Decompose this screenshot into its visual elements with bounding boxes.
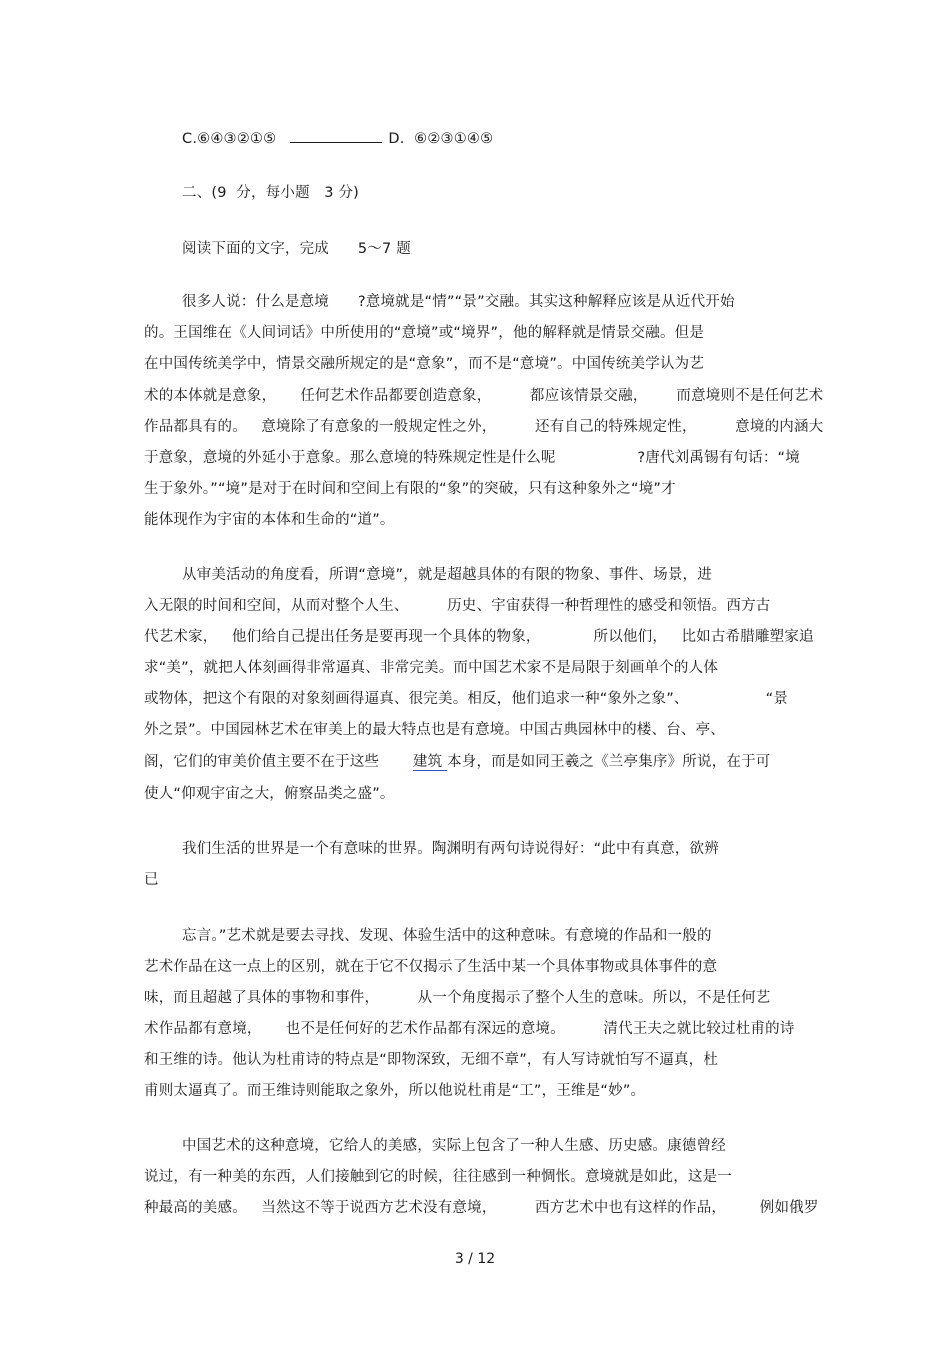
text-line: 从审美活动的角度看，所谓“意境”，就是超越具体的有限的物象、事件、场景，进 (182, 567, 712, 583)
text-line: 生于象外。”“境”是对于在时间和空间上有限的“象”的突破，只有这种象外之“境”才 (144, 481, 676, 497)
text-line: 说过，有一种美的东西，人们接触到它的时候，往往感到一种惆怅。意境就是如此，这是一 (144, 1169, 732, 1185)
text-line: 中国艺术的这种意境，它给人的美感，实际上包含了一种人生感、历史感。康德曾经 (182, 1138, 726, 1154)
text-line: 我们生活的世界是一个有意味的世界。陶渊明有两句诗说得好：“此中有真意，欲辨 (182, 841, 719, 857)
text-line: 和王维的诗。他认为杜甫诗的特点是“即物深致，无细不章”，有人写诗就怕写不逼真，杜 (144, 1052, 719, 1068)
text-line: 的。王国维在《人间词话》中所使用的“意境”或“境界”，他的解释就是情景交融。但是 (144, 325, 705, 341)
text-line: 味，而且超越了具体的事物和事件， 从一个角度揭示了整个人生的意味。所以，不是任何艺 (144, 990, 771, 1006)
text-line: 能体现作为宇宙的本体和生命的“道”。 (144, 512, 395, 528)
answer-blank (290, 128, 382, 143)
text-line: 于意象，意境的外延小于意象。那么意境的特殊规定性是什么呢 ?唐代刘禹锡有句话：“境 (144, 450, 800, 466)
text-line: 使人“仰观宇宙之大，俯察品类之盛”。 (144, 786, 395, 802)
text-line: 很多人说：什么是意境 ?意境就是“情”“景”交融。其实这种解释应该是从近代开始 (182, 294, 735, 310)
text-line (144, 752, 771, 772)
option-d: D. ⑥②③①④⑤ (388, 131, 494, 147)
text-line: 或物体，把这个有限的对象刻画得逼真、很完美。相反，他们追求一种“象外之象”、 “景 (144, 691, 788, 707)
text-line: 在中国传统美学中，情景交融所规定的是“意象”，而不是“意境”。中国传统美学认为艺 (144, 356, 705, 372)
text-line: 已 (144, 872, 159, 888)
text-line: 外之景”。中国园林艺术在审美上的最大特点也是有意境。中国古典园林中的楼、台、亭、 (144, 722, 726, 738)
text-line: 术的本体就是意象， 任何艺术作品都要创造意象， 都应该情景交融， 而意境则不是任何艺术 (144, 388, 824, 404)
text-line: 求“美”，就把人体刻画得非常逼真、非常完美。而中国艺术家不是局限于刻画单个的人体 (144, 660, 719, 676)
text-segment: 本身，而是如同王羲之《兰亭集序》所说，在于可 (447, 754, 771, 770)
text-line: 代艺术家， 他们给自己提出任务是要再现一个具体的物象， 所以他们， 比如古希腊雕塑家追 (144, 629, 814, 645)
text-line: 作品都具有的。 意境除了有意象的一般规定性之外， 还有自己的特殊规定性， 意境的内涵大 (144, 419, 824, 435)
text-line: 艺术作品在这一点上的区别，就在于它不仅揭示了生活中某一个具体事物或具体事件的意 (144, 959, 718, 975)
section-heading: 二、(9 分，每小题 3 分) (182, 185, 360, 201)
option-c: C.⑥④③②①⑤ (182, 131, 277, 147)
text-line: 种最高的美感。 当然这不等于说西方艺术没有意境， 西方艺术中也有这样的作品， 例如俄罗 (144, 1200, 819, 1216)
text-line: 入无限的时间和空间，从而对整个人生、 历史、宇宙获得一种哲理性的感受和领悟。西方古 (144, 598, 771, 614)
text-line: 术作品都有意境， 也不是任何好的艺术作品都有深远的意境。 清代王夫之就比较过杜甫的诗 (144, 1021, 795, 1037)
reading-instruction: 阅读下面的文字，完成 5～7 题 (182, 241, 411, 257)
option-line (182, 128, 493, 149)
building-link[interactable]: 建筑 (412, 754, 448, 770)
page-number: 3 / 12 (454, 1251, 496, 1267)
text-line: 甫则太逼真了。而王维诗则能取之象外，所以他说杜甫是“工”，王维是“妙”。 (144, 1083, 646, 1099)
text-segment: 阁，它们的审美价值主要不在于这些 (144, 754, 413, 770)
text-line: 忘言。”艺术就是要去寻找、发现、体验生活中的这种意味。有意境的作品和一般的 (182, 928, 712, 944)
